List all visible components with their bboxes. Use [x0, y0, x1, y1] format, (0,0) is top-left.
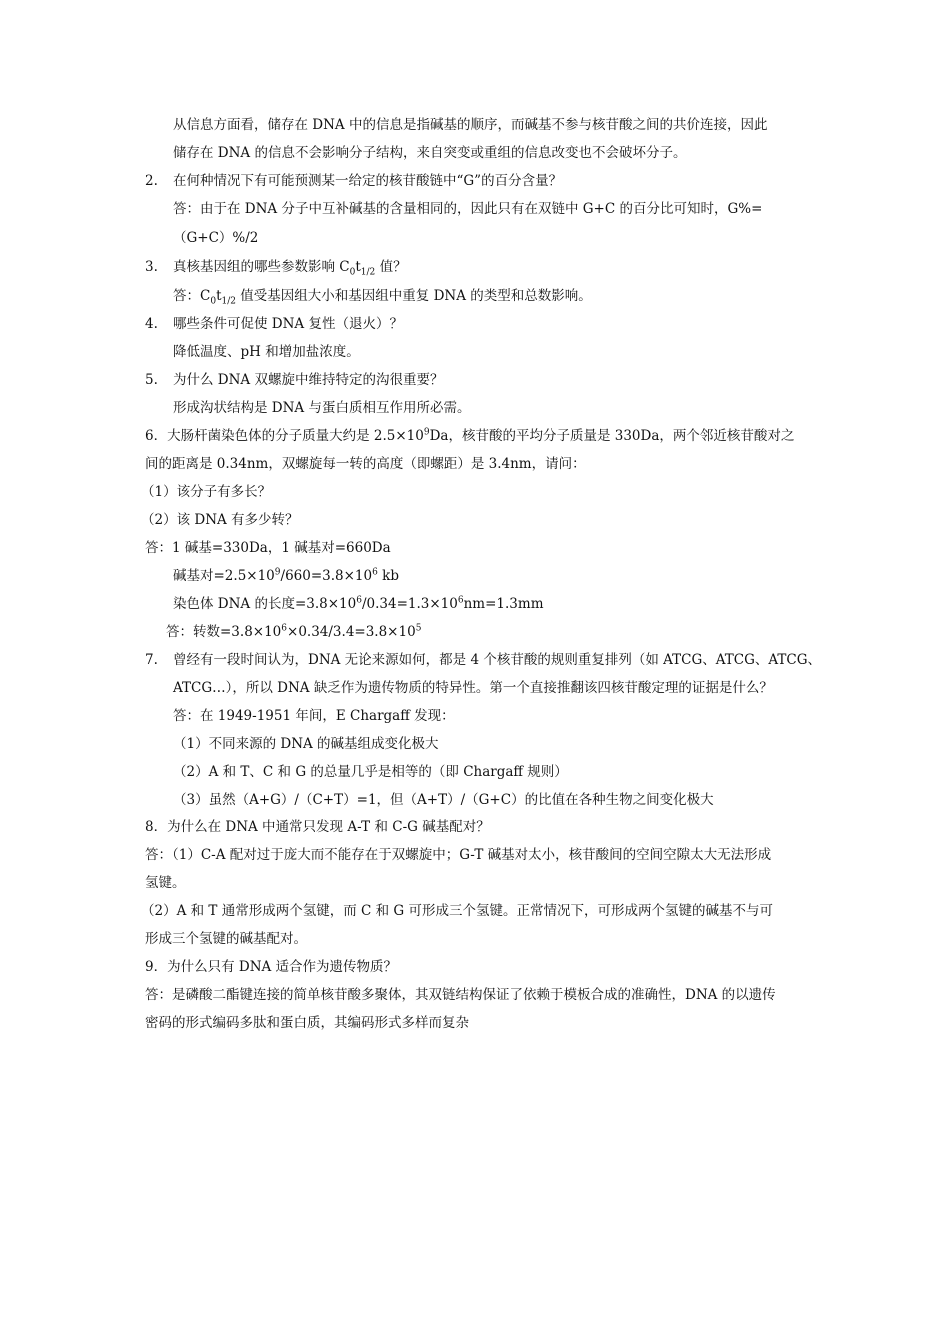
- answer-text: 值受基因组大小和基因组中重复 DNA 的类型和总数影响。: [236, 288, 592, 304]
- question-9: 9．为什么只有 DNA 适合作为遗传物质？: [145, 959, 398, 975]
- question-text: 6．大肠杆菌染色体的分子质量大约是 2.5×10: [145, 428, 424, 444]
- answer-line: 答：1 碱基=330Da，1 碱基对=660Da: [145, 540, 391, 556]
- subscript: 0: [349, 267, 356, 278]
- answer-line: （2）A 和 T 通常形成两个氢键，而 C 和 G 可形成三个氢键。正常情况下，可形成两个氢键的碱基不与可: [141, 903, 773, 919]
- superscript: 9: [274, 567, 281, 578]
- question-number: 7.: [145, 652, 158, 668]
- question-text: 曾经有一段时间认为，DNA 无论来源如何，都是 4 个核苷酸的规则重复排列（如 ATCG、ATCG、ATCG、: [173, 652, 822, 668]
- question-number: 4.: [145, 316, 158, 332]
- answer-text: /660=3.8×10: [280, 568, 373, 584]
- question-7: [145, 650, 821, 670]
- answer-text: 答：C: [173, 288, 211, 304]
- question-text: 为什么 DNA 双螺旋中维持特定的沟很重要？: [173, 372, 444, 388]
- text-line: 储存在 DNA 的信息不会影响分子结构，来自突变或重组的信息改变也不会破坏分子。: [173, 145, 687, 161]
- superscript: 5: [415, 623, 422, 634]
- answer-line: [166, 622, 421, 642]
- question-6: [145, 426, 794, 446]
- question-text: t: [355, 259, 361, 275]
- answer-line: 氢键。: [145, 875, 186, 891]
- question-8: 8．为什么在 DNA 中通常只发现 A-T 和 C-G 碱基配对？: [145, 819, 490, 835]
- subscript: 1/2: [360, 267, 376, 278]
- sub-question: （2）该 DNA 有多少转？: [141, 512, 299, 528]
- text-line: 从信息方面看，储存在 DNA 中的信息是指碱基的顺序，而碱基不参与核苷酸之间的共价连接，因此: [173, 117, 768, 133]
- question-text: 值？: [375, 259, 407, 275]
- question-text: Da，核苷酸的平均分子质量是 330Da，两个邻近核苷酸对之: [429, 428, 795, 444]
- answer-line: （G+C）%/2: [173, 230, 259, 246]
- answer-line: 答：由于在 DNA 分子中互补碱基的含量相同的，因此只有在双链中 G+C 的百分比可知时，G%=: [173, 201, 763, 217]
- answer-text: nm=1.3mm: [463, 596, 544, 612]
- answer-text: ×0.34/3.4=3.8×10: [287, 624, 416, 640]
- answer-text: 碱基对=2.5×10: [173, 568, 275, 584]
- superscript: 6: [372, 567, 378, 578]
- text-line: 间的距离是 0.34nm，双螺旋每一转的高度（即螺距）是 3.4nm，请问：: [145, 456, 586, 472]
- answer-text: kb: [377, 568, 399, 584]
- answer-line: [173, 594, 544, 614]
- answer-line: 形成三个氢键的碱基配对。: [145, 931, 307, 947]
- answer-line: （3）虽然（A+G）/（C+T）=1，但（A+T）/（G+C）的比值在各种生物之间变化极大: [173, 792, 714, 808]
- question-5: [145, 370, 443, 390]
- answer-text: 答：转数=3.8×10: [166, 624, 282, 640]
- superscript: 9: [423, 427, 430, 438]
- question-3: [145, 257, 407, 277]
- answer-line: （1）不同来源的 DNA 的碱基组成变化极大: [173, 736, 439, 752]
- question-2: [145, 171, 562, 191]
- superscript: 6: [356, 595, 362, 606]
- question-number: 3.: [145, 259, 158, 275]
- answer-line: 形成沟状结构是 DNA 与蛋白质相互作用所必需。: [173, 400, 471, 416]
- answer-line: 答：（1）C-A 配对过于庞大而不能存在于双螺旋中；G-T 碱基对太小，核苷酸间的空间空隙太大无法形成: [145, 847, 772, 863]
- answer-text: /0.34=1.3×10: [361, 596, 458, 612]
- answer-line: （2）A 和 T、C 和 G 的总量几乎是相等的（即 Chargaff 规则）: [173, 764, 568, 780]
- question-text: 哪些条件可促使 DNA 复性（退火）？: [173, 316, 403, 332]
- answer-text: t: [216, 288, 222, 304]
- answer-line: 密码的形式编码多肽和蛋白质，其编码形式多样而复杂: [145, 1015, 469, 1031]
- text-line: ATCG…），所以 DNA 缺乏作为遗传物质的特异性。第一个直接推翻该四核苷酸定理的证据是什么？: [173, 680, 773, 696]
- subscript: 1/2: [221, 296, 236, 307]
- answer-line: 答：在 1949-1951 年间，E Chargaff 发现：: [173, 708, 455, 724]
- question-number: 2.: [145, 173, 158, 189]
- answer-text: 染色体 DNA 的长度=3.8×10: [173, 596, 357, 612]
- answer-line: 降低温度、pH 和增加盐浓度。: [173, 344, 360, 360]
- answer-line: 答：是磷酸二酯键连接的简单核苷酸多聚体，其双链结构保证了依赖于模板合成的准确性，DNA 的以遗传: [145, 987, 776, 1003]
- sub-question: （1）该分子有多长？: [141, 484, 272, 500]
- superscript: 6: [457, 595, 464, 606]
- question-text: 在何种情况下有可能预测某一给定的核苷酸链中“G”的百分含量？: [173, 173, 563, 189]
- answer-line: [173, 286, 592, 306]
- subscript: 0: [210, 296, 217, 307]
- question-4: [145, 314, 403, 334]
- answer-line: [173, 566, 399, 586]
- question-text: 真核基因组的哪些参数影响 C: [173, 259, 350, 275]
- superscript: 6: [281, 623, 288, 634]
- question-number: 5.: [145, 372, 158, 388]
